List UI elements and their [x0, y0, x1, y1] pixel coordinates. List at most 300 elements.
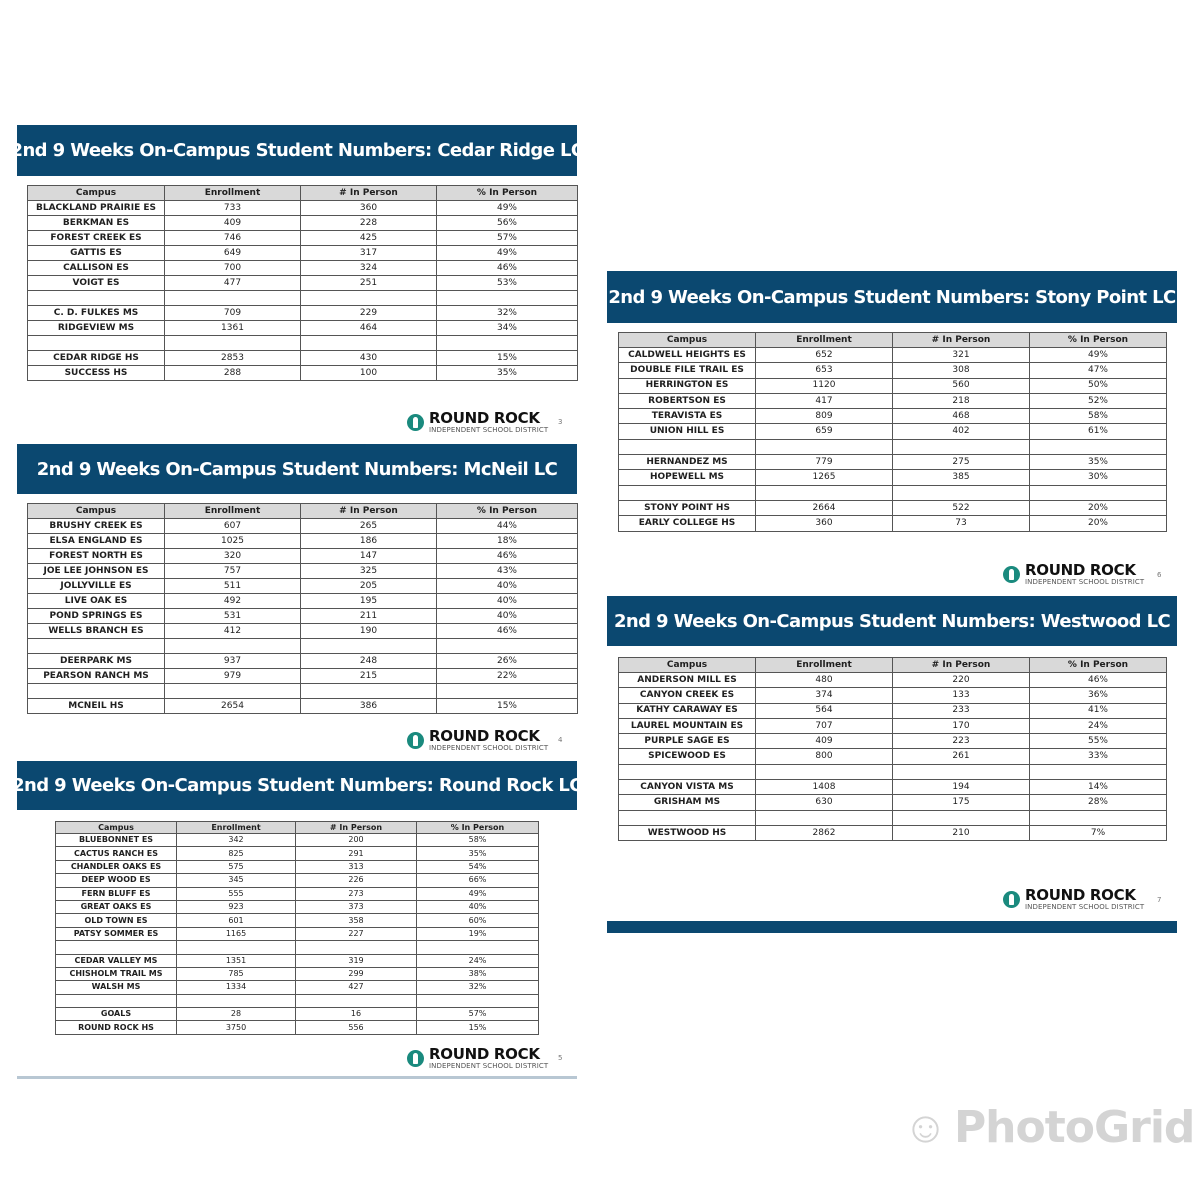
in-person-cell: 265	[301, 519, 437, 534]
percent-in-person-cell	[437, 684, 578, 699]
enrollment-cell: 492	[165, 594, 301, 609]
in-person-cell: 228	[301, 216, 437, 231]
in-person-cell: 317	[301, 246, 437, 261]
enrollment-table	[27, 185, 578, 381]
round-rock-logo-icon	[407, 414, 424, 431]
percent-in-person-cell: 58%	[417, 834, 539, 847]
campus-cell: DEERPARK MS	[28, 654, 165, 669]
column-header-campus: Campus	[56, 822, 177, 834]
in-person-cell: 522	[893, 500, 1030, 515]
enrollment-cell: 1165	[177, 927, 296, 940]
page-number: 4	[558, 736, 563, 744]
in-person-cell	[301, 336, 437, 351]
enrollment-cell	[177, 994, 296, 1007]
column-header-percent-in-person: % In Person	[1030, 333, 1167, 348]
table-row	[56, 860, 539, 873]
table-row	[28, 216, 578, 231]
in-person-cell: 360	[301, 201, 437, 216]
percent-in-person-cell: 49%	[437, 246, 578, 261]
table-row	[28, 669, 578, 684]
enrollment-cell: 288	[165, 366, 301, 381]
table-row	[619, 749, 1167, 764]
percent-in-person-cell: 46%	[437, 549, 578, 564]
percent-in-person-cell	[437, 639, 578, 654]
percent-in-person-cell: 22%	[437, 669, 578, 684]
column-header-percent-in-person: % In Person	[437, 504, 578, 519]
in-person-cell: 299	[296, 967, 417, 980]
watermark-text: PhotoGrid	[953, 1102, 1195, 1153]
table-spacer-row	[28, 684, 578, 699]
percent-in-person-cell: 15%	[437, 351, 578, 366]
campus-cell: WALSH MS	[56, 981, 177, 994]
table-row	[619, 780, 1167, 795]
campus-cell: CHISHOLM TRAIL MS	[56, 967, 177, 980]
campus-cell: HERNANDEZ MS	[619, 455, 756, 470]
percent-in-person-cell: 52%	[1030, 393, 1167, 408]
table-row	[28, 549, 578, 564]
slide-bottom-bar	[607, 921, 1177, 933]
photogrid-watermark	[903, 1102, 1195, 1153]
enrollment-cell: 564	[756, 703, 893, 718]
percent-in-person-cell: 33%	[1030, 749, 1167, 764]
percent-in-person-cell: 55%	[1030, 734, 1167, 749]
enrollment-cell	[165, 639, 301, 654]
in-person-cell: 233	[893, 703, 1030, 718]
enrollment-cell: 360	[756, 516, 893, 531]
enrollment-cell	[756, 810, 893, 825]
in-person-cell: 194	[893, 780, 1030, 795]
enrollment-table	[55, 821, 539, 1035]
enrollment-cell: 480	[756, 673, 893, 688]
in-person-cell: 308	[893, 363, 1030, 378]
enrollment-table	[618, 657, 1167, 841]
enrollment-cell: 733	[165, 201, 301, 216]
enrollment-cell: 800	[756, 749, 893, 764]
table-spacer-row	[56, 994, 539, 1007]
in-person-cell: 73	[893, 516, 1030, 531]
table-spacer-row	[619, 485, 1167, 500]
in-person-cell: 220	[893, 673, 1030, 688]
campus-cell: RIDGEVIEW MS	[28, 321, 165, 336]
in-person-cell: 427	[296, 981, 417, 994]
table-row	[56, 914, 539, 927]
enrollment-cell: 652	[756, 348, 893, 363]
table-row	[619, 825, 1167, 840]
table-row	[28, 579, 578, 594]
percent-in-person-cell	[417, 941, 539, 954]
in-person-cell: 373	[296, 900, 417, 913]
enrollment-cell: 555	[177, 887, 296, 900]
in-person-cell: 229	[301, 306, 437, 321]
campus-cell: UNION HILL ES	[619, 424, 756, 439]
percent-in-person-cell: 58%	[1030, 409, 1167, 424]
percent-in-person-cell: 35%	[1030, 455, 1167, 470]
round-rock-logo-icon	[407, 1050, 424, 1067]
in-person-cell: 226	[296, 874, 417, 887]
enrollment-table	[618, 332, 1167, 532]
enrollment-cell	[165, 336, 301, 351]
campus-cell: ROUND ROCK HS	[56, 1021, 177, 1034]
table-spacer-row	[28, 639, 578, 654]
round-rock-logo-icon	[407, 732, 424, 749]
in-person-cell: 248	[301, 654, 437, 669]
campus-cell: BLACKLAND PRAIRIE ES	[28, 201, 165, 216]
percent-in-person-cell: 40%	[437, 594, 578, 609]
table-row	[28, 201, 578, 216]
campus-cell: STONY POINT HS	[619, 500, 756, 515]
campus-cell: DOUBLE FILE TRAIL ES	[619, 363, 756, 378]
campus-cell: BERKMAN ES	[28, 216, 165, 231]
campus-cell: GATTIS ES	[28, 246, 165, 261]
percent-in-person-cell	[1030, 764, 1167, 779]
table-spacer-row	[619, 439, 1167, 454]
table-spacer-row	[28, 291, 578, 306]
in-person-cell: 556	[296, 1021, 417, 1034]
slide-westwood	[607, 588, 1177, 936]
column-header-enrollment: Enrollment	[177, 822, 296, 834]
percent-in-person-cell: 32%	[437, 306, 578, 321]
percent-in-person-cell: 46%	[437, 624, 578, 639]
page-number: 3	[558, 418, 563, 426]
percent-in-person-cell: 28%	[1030, 795, 1167, 810]
slide-mcneil	[17, 438, 577, 756]
enrollment-cell: 923	[177, 900, 296, 913]
in-person-cell: 190	[301, 624, 437, 639]
in-person-cell	[301, 684, 437, 699]
table-row	[56, 927, 539, 940]
enrollment-cell: 374	[756, 688, 893, 703]
percent-in-person-cell: 49%	[417, 887, 539, 900]
enrollment-cell: 1334	[177, 981, 296, 994]
logo-name: ROUND ROCK	[429, 1045, 540, 1063]
campus-cell: HOPEWELL MS	[619, 470, 756, 485]
percent-in-person-cell	[1030, 485, 1167, 500]
campus-cell: ANDERSON MILL ES	[619, 673, 756, 688]
campus-cell: PATSY SOMMER ES	[56, 927, 177, 940]
logo-subtitle: INDEPENDENT SCHOOL DISTRICT	[429, 744, 549, 752]
campus-cell	[56, 994, 177, 1007]
slide-round-rock	[12, 757, 582, 1082]
table-spacer-row	[56, 941, 539, 954]
enrollment-cell	[165, 291, 301, 306]
enrollment-cell: 477	[165, 276, 301, 291]
campus-cell: EARLY COLLEGE HS	[619, 516, 756, 531]
table-spacer-row	[619, 810, 1167, 825]
logo-name: ROUND ROCK	[1025, 886, 1136, 904]
percent-in-person-cell: 36%	[1030, 688, 1167, 703]
in-person-cell: 215	[301, 669, 437, 684]
enrollment-cell: 757	[165, 564, 301, 579]
table-row	[619, 409, 1167, 424]
in-person-cell: 211	[301, 609, 437, 624]
campus-cell	[619, 810, 756, 825]
column-header-campus: Campus	[619, 333, 756, 348]
enrollment-cell: 1351	[177, 954, 296, 967]
table-row	[56, 847, 539, 860]
campus-cell: WELLS BRANCH ES	[28, 624, 165, 639]
table-row	[28, 624, 578, 639]
enrollment-cell: 2654	[165, 699, 301, 714]
percent-in-person-cell: 15%	[437, 699, 578, 714]
in-person-cell: 319	[296, 954, 417, 967]
logo-name: ROUND ROCK	[429, 727, 540, 745]
in-person-cell: 133	[893, 688, 1030, 703]
in-person-cell	[301, 291, 437, 306]
in-person-cell	[893, 764, 1030, 779]
campus-cell: CEDAR VALLEY MS	[56, 954, 177, 967]
percent-in-person-cell	[437, 336, 578, 351]
table-row	[56, 954, 539, 967]
campus-cell: PEARSON RANCH MS	[28, 669, 165, 684]
in-person-cell: 147	[301, 549, 437, 564]
logo-subtitle: INDEPENDENT SCHOOL DISTRICT	[1025, 578, 1145, 586]
campus-cell	[28, 639, 165, 654]
in-person-cell: 200	[296, 834, 417, 847]
enrollment-cell	[756, 485, 893, 500]
campus-cell: POND SPRINGS ES	[28, 609, 165, 624]
column-header-in-person: # In Person	[301, 186, 437, 201]
campus-cell: LIVE OAK ES	[28, 594, 165, 609]
table-row	[28, 534, 578, 549]
campus-cell: VOIGT ES	[28, 276, 165, 291]
percent-in-person-cell: 40%	[437, 609, 578, 624]
campus-cell: JOLLYVILLE ES	[28, 579, 165, 594]
percent-in-person-cell: 18%	[437, 534, 578, 549]
percent-in-person-cell: 54%	[417, 860, 539, 873]
table-row	[56, 887, 539, 900]
table-row	[56, 981, 539, 994]
column-header-percent-in-person: % In Person	[417, 822, 539, 834]
column-header-enrollment: Enrollment	[756, 658, 893, 673]
in-person-cell: 468	[893, 409, 1030, 424]
in-person-cell: 223	[893, 734, 1030, 749]
campus-cell: WESTWOOD HS	[619, 825, 756, 840]
percent-in-person-cell: 61%	[1030, 424, 1167, 439]
in-person-cell: 227	[296, 927, 417, 940]
in-person-cell: 386	[301, 699, 437, 714]
in-person-cell: 170	[893, 718, 1030, 733]
round-rock-logo	[407, 729, 548, 752]
enrollment-cell: 531	[165, 609, 301, 624]
campus-cell: BRUSHY CREEK ES	[28, 519, 165, 534]
enrollment-cell: 511	[165, 579, 301, 594]
round-rock-logo-icon	[1003, 891, 1020, 908]
in-person-cell	[296, 941, 417, 954]
enrollment-cell: 575	[177, 860, 296, 873]
in-person-cell: 291	[296, 847, 417, 860]
campus-cell: CANYON VISTA MS	[619, 780, 756, 795]
column-header-campus: Campus	[619, 658, 756, 673]
percent-in-person-cell: 49%	[1030, 348, 1167, 363]
in-person-cell: 273	[296, 887, 417, 900]
column-header-enrollment: Enrollment	[756, 333, 893, 348]
enrollment-cell: 2862	[756, 825, 893, 840]
enrollment-cell: 28	[177, 1008, 296, 1021]
campus-cell: JOE LEE JOHNSON ES	[28, 564, 165, 579]
table-row	[56, 1021, 539, 1034]
enrollment-cell: 659	[756, 424, 893, 439]
percent-in-person-cell: 56%	[437, 216, 578, 231]
enrollment-cell: 700	[165, 261, 301, 276]
column-header-campus: Campus	[28, 186, 165, 201]
campus-cell: TERAVISTA ES	[619, 409, 756, 424]
table-spacer-row	[28, 336, 578, 351]
table-row	[56, 900, 539, 913]
table-row	[28, 306, 578, 321]
in-person-cell: 430	[301, 351, 437, 366]
table-row	[56, 874, 539, 887]
table-row	[28, 246, 578, 261]
slide-title: 2nd 9 Weeks On-Campus Student Numbers: Round Rock LC	[17, 761, 577, 810]
enrollment-cell: 412	[165, 624, 301, 639]
enrollment-cell: 937	[165, 654, 301, 669]
table-row	[619, 500, 1167, 515]
campus-cell	[619, 764, 756, 779]
column-header-campus: Campus	[28, 504, 165, 519]
campus-cell: PURPLE SAGE ES	[619, 734, 756, 749]
enrollment-cell: 2853	[165, 351, 301, 366]
table-row	[28, 609, 578, 624]
table-row	[56, 967, 539, 980]
enrollment-cell: 785	[177, 967, 296, 980]
enrollment-cell: 320	[165, 549, 301, 564]
campus-cell: CALDWELL HEIGHTS ES	[619, 348, 756, 363]
slide-bottom-bar	[17, 1076, 577, 1079]
enrollment-cell: 345	[177, 874, 296, 887]
campus-cell: GREAT OAKS ES	[56, 900, 177, 913]
in-person-cell: 275	[893, 455, 1030, 470]
campus-cell: KATHY CARAWAY ES	[619, 703, 756, 718]
percent-in-person-cell: 30%	[1030, 470, 1167, 485]
logo-subtitle: INDEPENDENT SCHOOL DISTRICT	[429, 1062, 549, 1070]
enrollment-cell: 809	[756, 409, 893, 424]
table-row	[28, 276, 578, 291]
logo-subtitle: INDEPENDENT SCHOOL DISTRICT	[1025, 903, 1145, 911]
table-row	[619, 795, 1167, 810]
round-rock-logo	[407, 411, 548, 434]
table-row	[619, 673, 1167, 688]
in-person-cell: 261	[893, 749, 1030, 764]
in-person-cell: 313	[296, 860, 417, 873]
in-person-cell: 195	[301, 594, 437, 609]
campus-cell: OLD TOWN ES	[56, 914, 177, 927]
enrollment-cell: 653	[756, 363, 893, 378]
slide-title: 2nd 9 Weeks On-Campus Student Numbers: McNeil LC	[17, 444, 577, 494]
campus-cell: CACTUS RANCH ES	[56, 847, 177, 860]
enrollment-cell	[177, 941, 296, 954]
campus-cell: DEEP WOOD ES	[56, 874, 177, 887]
column-header-in-person: # In Person	[296, 822, 417, 834]
percent-in-person-cell: 43%	[437, 564, 578, 579]
percent-in-person-cell: 24%	[417, 954, 539, 967]
table-row	[619, 424, 1167, 439]
percent-in-person-cell: 49%	[437, 201, 578, 216]
column-header-enrollment: Enrollment	[165, 504, 301, 519]
table-row	[619, 516, 1167, 531]
campus-cell: CALLISON ES	[28, 261, 165, 276]
percent-in-person-cell: 34%	[437, 321, 578, 336]
table-row	[28, 351, 578, 366]
percent-in-person-cell: 14%	[1030, 780, 1167, 795]
enrollment-cell: 1120	[756, 378, 893, 393]
table-row	[28, 564, 578, 579]
in-person-cell	[893, 810, 1030, 825]
in-person-cell	[893, 485, 1030, 500]
percent-in-person-cell: 20%	[1030, 500, 1167, 515]
slide-title: 2nd 9 Weeks On-Campus Student Numbers: Stony Point LC	[607, 271, 1177, 323]
in-person-cell: 560	[893, 378, 1030, 393]
column-header-percent-in-person: % In Person	[1030, 658, 1167, 673]
slide-title: 2nd 9 Weeks On-Campus Student Numbers: Westwood LC	[607, 596, 1177, 646]
table-row	[56, 1008, 539, 1021]
enrollment-cell	[756, 764, 893, 779]
in-person-cell: 464	[301, 321, 437, 336]
in-person-cell	[301, 639, 437, 654]
in-person-cell: 175	[893, 795, 1030, 810]
enrollment-cell: 649	[165, 246, 301, 261]
in-person-cell: 402	[893, 424, 1030, 439]
table-row	[28, 594, 578, 609]
enrollment-cell: 417	[756, 393, 893, 408]
percent-in-person-cell: 66%	[417, 874, 539, 887]
table-row	[619, 703, 1167, 718]
in-person-cell	[893, 439, 1030, 454]
campus-cell: CHANDLER OAKS ES	[56, 860, 177, 873]
in-person-cell: 218	[893, 393, 1030, 408]
column-header-percent-in-person: % In Person	[437, 186, 578, 201]
enrollment-cell: 979	[165, 669, 301, 684]
percent-in-person-cell	[437, 291, 578, 306]
enrollment-cell: 1361	[165, 321, 301, 336]
slide-title: 2nd 9 Weeks On-Campus Student Numbers: Cedar Ridge LC	[17, 125, 577, 176]
campus-cell: SPICEWOOD ES	[619, 749, 756, 764]
enrollment-cell: 709	[165, 306, 301, 321]
enrollment-cell: 2664	[756, 500, 893, 515]
campus-cell: C. D. FULKES MS	[28, 306, 165, 321]
enrollment-cell: 707	[756, 718, 893, 733]
logo-name: ROUND ROCK	[1025, 561, 1136, 579]
percent-in-person-cell	[417, 994, 539, 1007]
slide-cedar-ridge	[10, 118, 584, 436]
campus-cell: ELSA ENGLAND ES	[28, 534, 165, 549]
campus-cell: BLUEBONNET ES	[56, 834, 177, 847]
table-row	[28, 321, 578, 336]
table-row	[619, 363, 1167, 378]
campus-cell: GRISHAM MS	[619, 795, 756, 810]
percent-in-person-cell: 24%	[1030, 718, 1167, 733]
table-row	[619, 718, 1167, 733]
campus-cell	[56, 941, 177, 954]
campus-cell	[619, 439, 756, 454]
page-number: 7	[1157, 896, 1162, 904]
in-person-cell: 325	[301, 564, 437, 579]
photogrid-smiley-icon: ☺	[903, 1103, 948, 1152]
percent-in-person-cell: 38%	[417, 967, 539, 980]
table-row	[619, 688, 1167, 703]
campus-cell: LAUREL MOUNTAIN ES	[619, 718, 756, 733]
campus-cell: HERRINGTON ES	[619, 378, 756, 393]
in-person-cell: 186	[301, 534, 437, 549]
in-person-cell: 358	[296, 914, 417, 927]
campus-cell: GOALS	[56, 1008, 177, 1021]
in-person-cell: 321	[893, 348, 1030, 363]
campus-cell	[619, 485, 756, 500]
campus-cell	[28, 291, 165, 306]
percent-in-person-cell: 7%	[1030, 825, 1167, 840]
campus-cell	[28, 336, 165, 351]
percent-in-person-cell: 20%	[1030, 516, 1167, 531]
enrollment-cell: 1408	[756, 780, 893, 795]
